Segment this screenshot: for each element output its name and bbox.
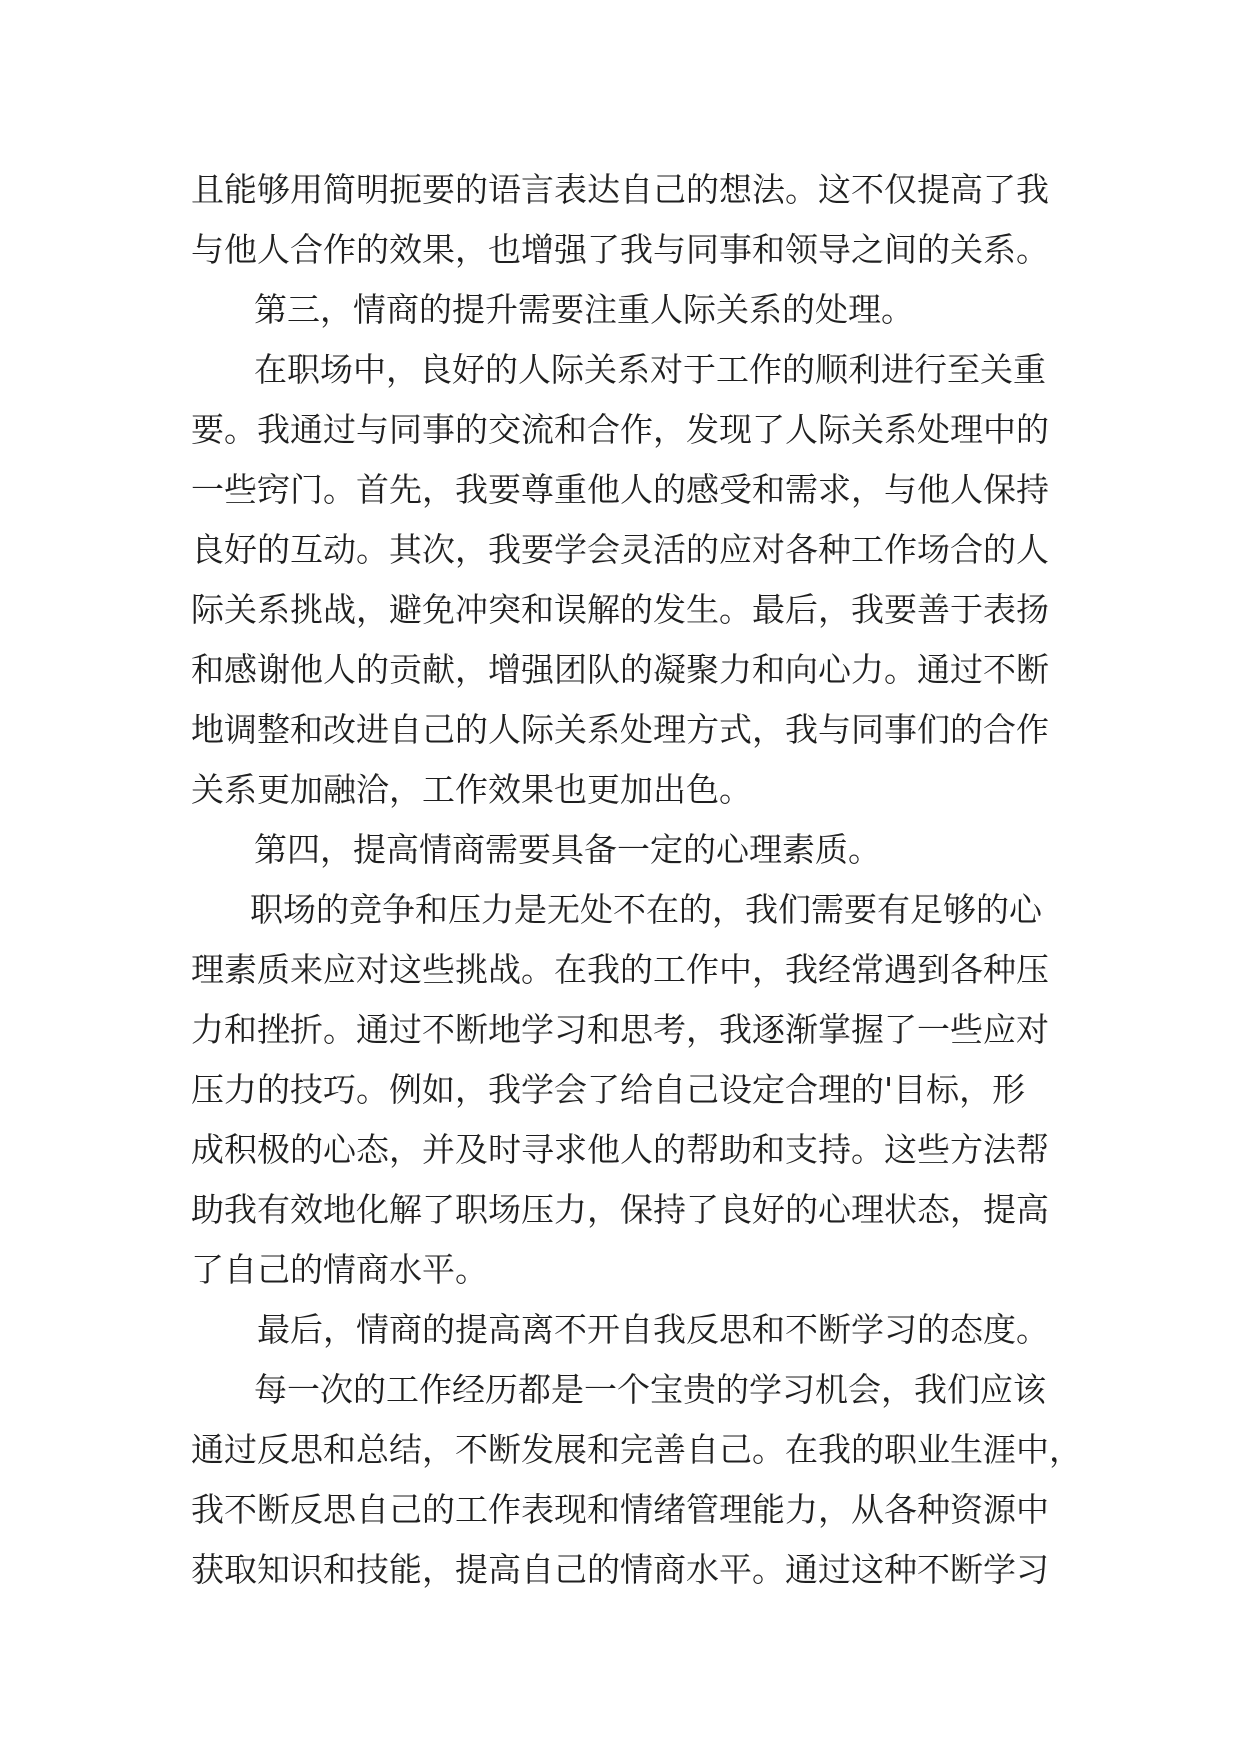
section-heading-3: 第三，情商的提升需要注重人际关系的处理。 — [254, 290, 914, 329]
body-text — [191, 160, 1082, 1600]
text-line: 理素质来应对这些挑战。在我的工作中，我经常遇到各种压 — [191, 950, 1049, 989]
text-line: 在职场中，良好的人际关系对于工作的顺利进行至关重 — [254, 350, 1046, 389]
section-heading-4: 第四，提高情商需要具备一定的心理素质。 — [254, 830, 881, 869]
text-line: 职场的竞争和压力是无处不在的，我们需要有足够的心 — [250, 890, 1042, 929]
text-line: 地调整和改进自己的人际关系处理方式，我与同事们的合作 — [191, 710, 1049, 749]
text-line: 成积极的心态，并及时寻求他人的帮助和支持。这些方法帮 — [191, 1130, 1049, 1169]
text-line: 与他人合作的效果，也增强了我与同事和领导之间的关系。 — [191, 230, 1049, 269]
text-line: 压力的技巧。例如，我学会了给自己设定合理的'目标，形 — [191, 1070, 1026, 1109]
text-line: 要。我通过与同事的交流和合作，发现了人际关系处理中的 — [191, 410, 1049, 449]
text-line: 际关系挑战，避免冲突和误解的发生。最后，我要善于表扬 — [191, 590, 1049, 629]
text-line: 关系更加融洽，工作效果也更加出色。 — [191, 770, 752, 809]
text-line: 良好的互动。其次，我要学会灵活的应对各种工作场合的人 — [191, 530, 1049, 569]
text-line: 力和挫折。通过不断地学习和思考，我逐渐掌握了一些应对 — [191, 1010, 1049, 1049]
text-line: 每一次的工作经历都是一个宝贵的学习机会，我们应该 — [254, 1370, 1046, 1409]
text-line: 且能够用简明扼要的语言表达自己的想法。这不仅提高了我 — [191, 170, 1049, 209]
text-line: 我不断反思自己的工作表现和情绪管理能力，从各种资源中 — [191, 1490, 1049, 1529]
text-line: 和感谢他人的贡献，增强团队的凝聚力和向心力。通过不断 — [191, 650, 1049, 689]
text-line: 获取知识和技能，提高自己的情商水平。通过这种不断学习 — [191, 1550, 1049, 1589]
text-line: 助我有效地化解了职场压力，保持了良好的心理状态，提高 — [191, 1190, 1049, 1229]
text-line: 一些窍门。首先，我要尊重他人的感受和需求，与他人保持 — [191, 470, 1049, 509]
text-line: 通过反思和总结，不断发展和完善自己。在我的职业生涯中， — [191, 1430, 1082, 1469]
text-line: 了自己的情商水平。 — [191, 1250, 488, 1289]
section-heading-final: 最后，情商的提高离不开自我反思和不断学习的态度。 — [257, 1310, 1049, 1349]
